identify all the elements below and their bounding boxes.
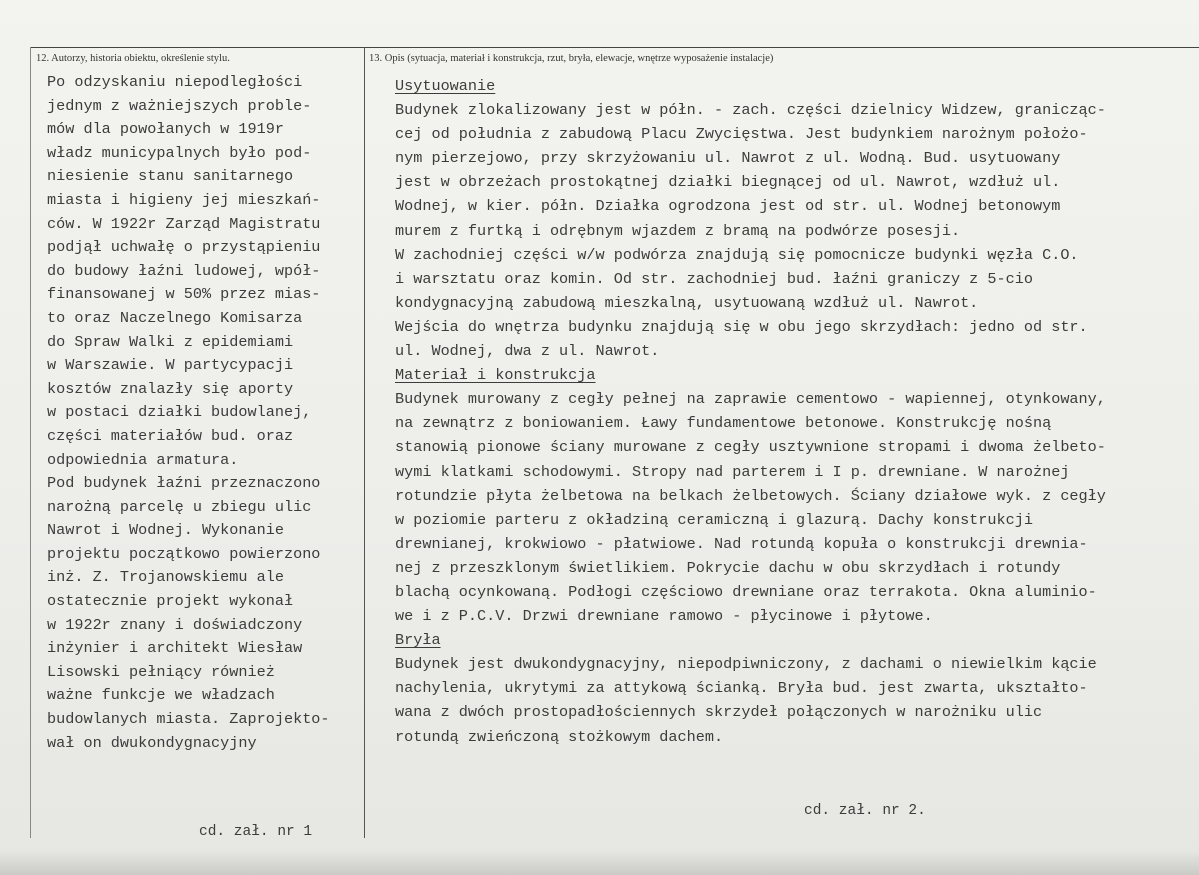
description-text-line: rotundzie płyta żelbetowa na belkach żelbetowych. Ściany działowe wyk. z cegły bbox=[395, 486, 1106, 505]
column-divider bbox=[364, 47, 365, 838]
description-text-line: cej od południa z zabudową Placu Zwycięstwa. Jest budynkiem narożnym położo- bbox=[395, 125, 1088, 144]
right-continuation-note: cd. zał. nr 2. bbox=[804, 803, 926, 819]
description-text-line: we i z P.C.V. Drzwi drewniane ramowo - płycinowe i płytowe. bbox=[395, 607, 933, 626]
history-text-line: Lisowski pełniący również bbox=[47, 662, 275, 681]
history-text-line: kosztów znalazły się aporty bbox=[47, 379, 294, 398]
left-column-header: 12. Autorzy, historia obiektu, określenie stylu. bbox=[36, 53, 230, 64]
history-text-line: inżynier i architekt Wiesław bbox=[47, 639, 303, 658]
history-text-line: do Spraw Walki z epidemiami bbox=[47, 332, 294, 351]
description-text-line: jest w obrzeżach prostokątnej działki biegnącej od ul. Nawrot, wzdłuż ul. bbox=[395, 173, 1061, 192]
history-text-column bbox=[47, 71, 359, 755]
history-text-line: ostatecznie projekt wykonał bbox=[47, 592, 294, 611]
history-text-line: miasta i higieny jej mieszkań- bbox=[47, 190, 321, 209]
description-text-line: nej z przeszklonym świetlikiem. Pokrycie dachu w obu skrzydłach i rotundy bbox=[395, 558, 1061, 577]
description-text-line: Budynek murowany z cegły pełnej na zaprawie cementowo - wapiennej, otynkowany, bbox=[395, 390, 1106, 409]
history-text-line: Pod budynek łaźni przeznaczono bbox=[47, 474, 321, 493]
left-margin-rule bbox=[30, 47, 31, 838]
description-text-line: nachylenia, ukrytymi za attykową ścianką. Bryła bud. jest zwarta, ukształto- bbox=[395, 679, 1088, 698]
history-text-line: Po odzyskaniu niepodległości bbox=[47, 73, 303, 91]
description-text-line: wymi klatkami schodowymi. Stropy nad parterem i I p. drewniane. W narożnej bbox=[395, 462, 1070, 481]
history-text-line: to oraz Naczelnego Komisarza bbox=[47, 308, 303, 327]
history-text-line: finansowanej w 50% przez mias- bbox=[47, 285, 321, 304]
history-text-line: do budowy łaźni ludowej, wpół- bbox=[47, 261, 321, 280]
history-text-line: narożną parcelę u zbiegu ulic bbox=[47, 497, 312, 516]
history-text-line: w 1922r znany i doświadczony bbox=[47, 615, 303, 634]
history-text-line: budowlanych miasta. Zaprojekto- bbox=[47, 710, 330, 729]
description-text-line: nym pierzejowo, przy skrzyżowaniu ul. Nawrot z ul. Wodną. Bud. usytuowany bbox=[395, 149, 1061, 168]
description-text-line: murem z furtką i odrębnym wjazdem z bramą na podwórze posesji. bbox=[395, 221, 961, 240]
description-text-line: Budynek zlokalizowany jest w półn. - zach. części dzielnicy Widzew, granicząc- bbox=[395, 101, 1106, 120]
history-text-line: podjął uchwałę o przystąpieniu bbox=[47, 238, 321, 257]
description-text-line: drewnianej, krokwiowo - płatwiowe. Nad rotundą kopuła o konstrukcji drewnia- bbox=[395, 534, 1088, 553]
section-heading: Materiał i konstrukcja bbox=[395, 366, 596, 385]
history-text-line: inż. Z. Trojanowskiemu ale bbox=[47, 568, 284, 587]
section-heading: Usytuowanie bbox=[395, 77, 496, 95]
history-text-line: wał on dwukondygnacyjny bbox=[47, 733, 257, 752]
history-text-line: ców. W 1922r Zarząd Magistratu bbox=[47, 214, 321, 233]
scan-edge-shadow bbox=[0, 850, 1199, 875]
history-text-line: odpowiednia armatura. bbox=[47, 450, 239, 469]
history-text-line: projektu początkowo powierzono bbox=[47, 544, 321, 563]
history-text-line: w postaci działki budowlanej, bbox=[47, 403, 312, 422]
history-text-line: niesienie stanu sanitarnego bbox=[47, 167, 294, 186]
history-text-line: jednym z ważniejszych proble- bbox=[47, 96, 312, 115]
description-text-column bbox=[395, 74, 1195, 749]
description-text-line: na zewnątrz z boniowaniem. Ławy fundamentowe betonowe. Konstrukcję nośną bbox=[395, 414, 1052, 433]
history-text-line: części materiałów bud. oraz bbox=[47, 426, 294, 445]
description-text-line: W zachodniej części w/w podwórza znajdują się pomocnicze budynki węzła C.O. bbox=[395, 245, 1079, 264]
description-text-line: w poziomie parteru z okładziną ceramiczną i glazurą. Dachy konstrukcji bbox=[395, 510, 1033, 529]
history-text-line: mów dla powołanych w 1919r bbox=[47, 120, 284, 139]
history-text-line: ważne funkcje we władzach bbox=[47, 686, 275, 705]
history-text-line: Nawrot i Wodnej. Wykonanie bbox=[47, 521, 284, 540]
section-heading: Bryła bbox=[395, 631, 441, 650]
description-text-line: Wodnej, w kier. półn. Działka ogrodzona jest od str. ul. Wodnej betonowym bbox=[395, 197, 1061, 216]
description-text-line: stanowią pionowe ściany murowane z cegły usztywnione stropami i dwoma żelbeto- bbox=[395, 438, 1106, 457]
history-text-line: w Warszawie. W partycypacji bbox=[47, 356, 294, 375]
description-text-line: rotundą zwieńczoną stożkowym dachem. bbox=[395, 727, 724, 746]
description-text-line: Wejścia do wnętrza budynku znajdują się w obu jego skrzydłach: jedno od str. bbox=[395, 317, 1088, 336]
top-rule bbox=[30, 47, 1199, 48]
description-text-line: i warsztatu oraz komin. Od str. zachodniej bud. łaźni graniczy z 5-cio bbox=[395, 269, 1033, 288]
description-text-line: wana z dwóch prostopadłościennych skrzydeł połączonych w narożniku ulic bbox=[395, 703, 1043, 722]
description-text-line: blachą ocynkowaną. Podłogi częściowo drewniane oraz terrakota. Okna aluminio- bbox=[395, 582, 1097, 601]
left-continuation-note: cd. zał. nr 1 bbox=[199, 824, 313, 840]
description-text-line: kondygnacyjną zabudową mieszkalną, usytuowaną wzdłuż ul. Nawrot. bbox=[395, 293, 979, 312]
description-text-line: ul. Wodnej, dwa z ul. Nawrot. bbox=[395, 342, 660, 361]
description-text-line: Budynek jest dwukondygnacyjny, niepodpiwniczony, z dachami o niewielkim kącie bbox=[395, 655, 1097, 674]
history-text-line: władz municypalnych było pod- bbox=[47, 143, 312, 162]
right-column-header: 13. Opis (sytuacja, materiał i konstrukcja, rzut, bryła, elewacje, wnętrze wyposażenie instalacje) bbox=[369, 53, 774, 64]
